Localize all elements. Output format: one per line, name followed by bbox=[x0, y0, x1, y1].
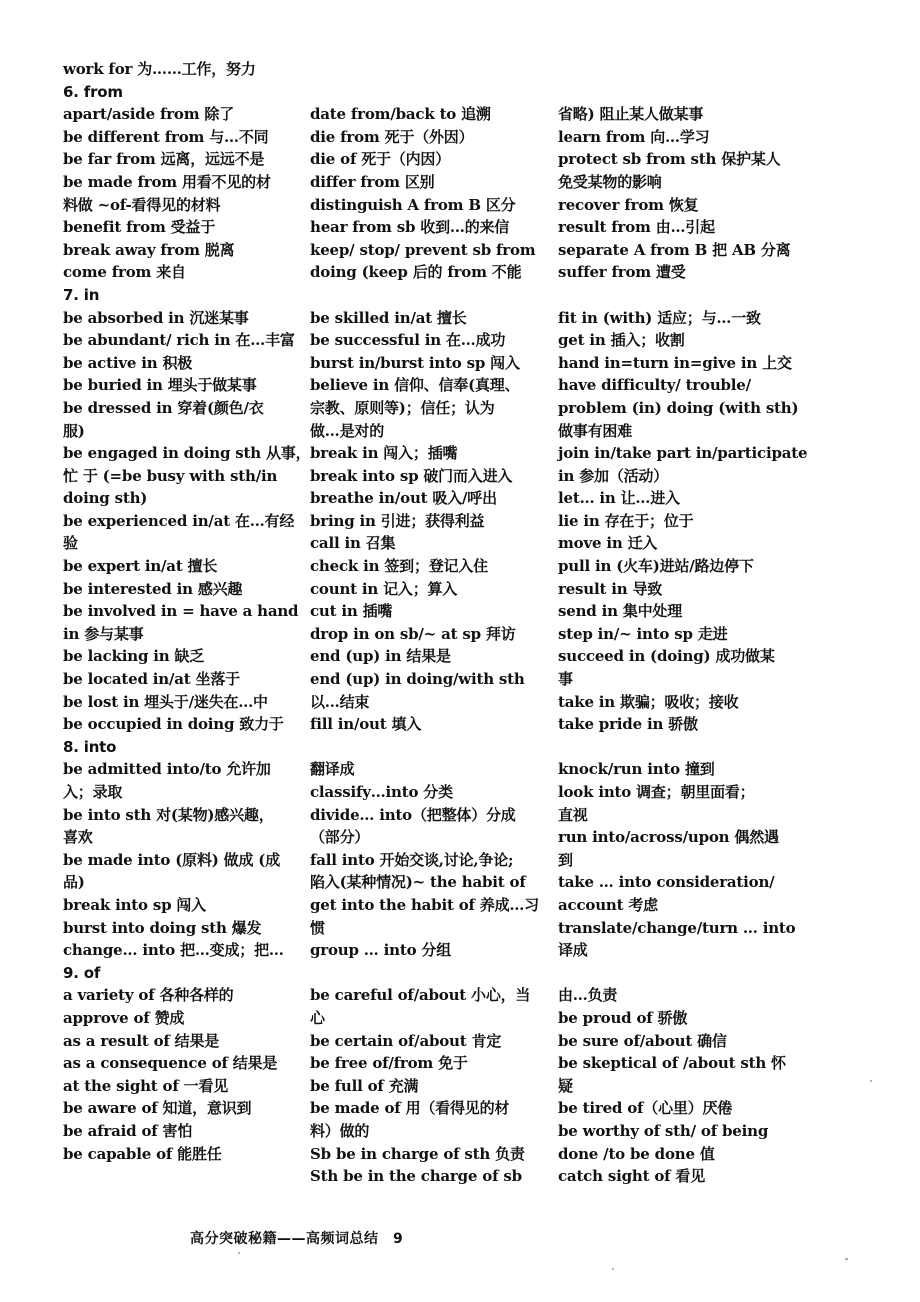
blank-line bbox=[310, 81, 535, 104]
vocab-line: 以…结束 bbox=[310, 692, 370, 711]
vocab-line: knock/run into 撞到 bbox=[558, 760, 715, 779]
vocab-line: be made into (原料) 做成 (成 bbox=[63, 850, 280, 869]
vocab-line: approve of 赞成 bbox=[63, 1008, 185, 1027]
vocab-line: join in/take part in/participate bbox=[558, 444, 808, 463]
vocab-line: believe in 信仰、信奉(真理、 bbox=[310, 376, 520, 395]
vocab-line: 验 bbox=[63, 534, 78, 553]
vocab-line: breathe in/out 吸入/呼出 bbox=[310, 489, 497, 508]
vocab-line: 宗教、原则等)；信任；认为 bbox=[310, 398, 495, 417]
vocab-line: be buried in 埋头于做某事 bbox=[63, 376, 257, 395]
column-middle bbox=[310, 58, 539, 1188]
vocab-line: be absorbed in 沉迷某事 bbox=[63, 308, 249, 327]
vocab-line: be experienced in/at 在…有经 bbox=[63, 511, 295, 530]
vocab-line: get into the habit of 养成…习 bbox=[310, 895, 539, 914]
vocab-line: break away from 脱离 bbox=[63, 240, 235, 259]
vocab-line: catch sight of 看见 bbox=[558, 1167, 706, 1186]
vocab-line: be skeptical of /about sth 怀 bbox=[558, 1054, 786, 1073]
vocab-line: be made of 用（看得见的材 bbox=[310, 1099, 510, 1118]
vocab-line: account 考虑 bbox=[558, 895, 658, 914]
vocab-line: have difficulty/ trouble/ bbox=[558, 376, 751, 395]
vocab-line: take … into consideration/ bbox=[558, 873, 775, 892]
vocab-line: as a result of 结果是 bbox=[63, 1031, 220, 1050]
vocab-line: 喜欢 bbox=[63, 828, 93, 847]
vocab-line: 由…负责 bbox=[558, 986, 618, 1005]
vocab-line: protect sb from sth 保护某人 bbox=[558, 150, 781, 169]
vocab-line: keep/ stop/ prevent sb from bbox=[310, 240, 536, 259]
vocab-line: burst in/burst into sp 闯入 bbox=[310, 353, 520, 372]
blank-line bbox=[558, 962, 783, 985]
vocab-line: be worthy of sth/ of being bbox=[558, 1121, 769, 1140]
vocab-line: 品) bbox=[63, 873, 85, 892]
vocab-line: be far from 远离，远远不是 bbox=[63, 150, 265, 169]
vocab-line: hand in=turn in=give in 上交 bbox=[558, 353, 792, 372]
vocab-line: drop in on sb/~ at sp 拜访 bbox=[310, 624, 516, 643]
vocab-line: 料做 ~of-看得见的材料 bbox=[63, 195, 221, 214]
vocab-line: be certain of/about 肯定 bbox=[310, 1031, 502, 1050]
blank-line bbox=[558, 58, 783, 81]
vocab-line: fit in (with) 适应；与…一致 bbox=[558, 308, 761, 327]
vocab-line: Sth be in the charge of sb bbox=[310, 1167, 522, 1186]
vocab-line: learn from 向…学习 bbox=[558, 127, 710, 146]
vocab-line: let… in 让…进入 bbox=[558, 489, 680, 508]
vocab-line: die from 死于（外因） bbox=[310, 127, 474, 146]
vocab-line: be aware of 知道，意识到 bbox=[63, 1099, 252, 1118]
vocab-line: 忙 于 (=be busy with sth/in bbox=[63, 466, 278, 485]
vocab-line: cut in 插嘴 bbox=[310, 602, 393, 621]
vocab-line: work for 为……工作，努力 bbox=[63, 60, 256, 78]
vocab-line: benefit from 受益于 bbox=[63, 218, 216, 237]
section-heading: 7. in bbox=[63, 285, 100, 304]
vocab-line: be engaged in doing sth 从事， bbox=[63, 444, 311, 463]
vocab-line: result in 导致 bbox=[558, 579, 663, 598]
blank-line bbox=[310, 284, 535, 307]
vocab-line: date from/back to 追溯 bbox=[310, 105, 491, 124]
vocab-line: be tired of（心里）厌倦 bbox=[558, 1099, 733, 1118]
vocab-line: be different from 与…不同 bbox=[63, 127, 269, 146]
vocab-line: distinguish A from B 区分 bbox=[310, 195, 516, 214]
vocab-line: doing (keep 后的 from 不能 bbox=[310, 263, 522, 282]
vocab-line: be free of/from 免于 bbox=[310, 1054, 468, 1073]
vocab-line: be active in 积极 bbox=[63, 353, 193, 372]
vocab-line: 省略) 阻止某人做某事 bbox=[558, 105, 704, 124]
vocab-line: be made from 用看不见的材 bbox=[63, 172, 271, 191]
vocab-line: done /to be done 值 bbox=[558, 1144, 715, 1163]
vocab-line: break into sp 闯入 bbox=[63, 895, 206, 914]
vocab-line: suffer from 遭受 bbox=[558, 263, 686, 282]
blank-line bbox=[310, 962, 535, 985]
vocab-line: be afraid of 害怕 bbox=[63, 1121, 193, 1140]
vocab-line: come from 来自 bbox=[63, 263, 186, 282]
vocab-line: be capable of 能胜任 bbox=[63, 1144, 222, 1163]
vocab-line: be into sth 对(某物)感兴趣， bbox=[63, 805, 274, 824]
vocab-line: be sure of/about 确信 bbox=[558, 1031, 727, 1050]
scan-speck bbox=[238, 1252, 240, 1254]
blank-line bbox=[310, 58, 535, 81]
vocab-line: a variety of 各种各样的 bbox=[63, 986, 234, 1005]
vocab-line: be lacking in 缺乏 bbox=[63, 647, 205, 666]
vocab-line: 免受某物的影响 bbox=[558, 172, 662, 191]
column-right bbox=[558, 58, 808, 1188]
vocab-line: recover from 恢复 bbox=[558, 195, 699, 214]
vocab-line: be interested in 感兴趣 bbox=[63, 579, 243, 598]
vocab-line: look into 调查；朝里面看； bbox=[558, 783, 755, 801]
vocab-line: apart/aside from 除了 bbox=[63, 105, 235, 124]
vocab-line: be expert in/at 擅长 bbox=[63, 557, 218, 576]
vocab-line: be proud of 骄傲 bbox=[558, 1008, 688, 1027]
vocab-line: separate A from B 把 AB 分离 bbox=[558, 240, 791, 259]
vocab-line: at the sight of 一看见 bbox=[63, 1076, 229, 1095]
vocab-line: fall into 开始交谈,讨论,争论; bbox=[310, 850, 514, 869]
vocab-line: translate/change/turn … into bbox=[558, 918, 796, 937]
scan-speck bbox=[845, 1258, 848, 1260]
vocab-line: 料）做的 bbox=[310, 1121, 370, 1140]
vocab-line: 疑 bbox=[558, 1076, 573, 1095]
vocab-line: hear from sb 收到…的来信 bbox=[310, 218, 510, 237]
vocab-line: be full of 充满 bbox=[310, 1076, 419, 1095]
vocab-line: be abundant/ rich in 在…丰富 bbox=[63, 331, 295, 350]
vocab-line: get in 插入；收割 bbox=[558, 331, 685, 350]
vocab-line: fill in/out 填入 bbox=[310, 715, 422, 734]
section-heading: 8. into bbox=[63, 737, 117, 756]
vocab-line: be skilled in/at 擅长 bbox=[310, 308, 467, 327]
vocab-line: 入；录取 bbox=[63, 783, 123, 801]
vocab-line: doing sth) bbox=[63, 489, 148, 508]
vocab-line: Sb be in charge of sth 负责 bbox=[310, 1144, 525, 1163]
vocab-line: 陷入(某种情况)~ the habit of bbox=[310, 873, 526, 892]
blank-line bbox=[558, 736, 783, 759]
section-heading: 6. from bbox=[63, 82, 123, 101]
vocab-line: be occupied in doing 致力于 bbox=[63, 715, 284, 734]
vocab-line: problem (in) doing (with sth) bbox=[558, 398, 799, 417]
vocab-line: be careful of/about 小心，当 bbox=[310, 986, 531, 1005]
vocab-line: succeed in (doing) 成功做某 bbox=[558, 647, 775, 666]
vocab-line: in 参加（活动） bbox=[558, 466, 669, 485]
vocab-line: 做事有困难 bbox=[558, 421, 633, 440]
vocab-line: divide… into（把整体）分成 bbox=[310, 805, 516, 824]
vocab-line: 做…是对的 bbox=[310, 421, 385, 440]
vocab-line: break into sp 破门而入进入 bbox=[310, 466, 513, 485]
vocab-line: 服) bbox=[63, 421, 85, 440]
vocab-line: bring in 引进；获得利益 bbox=[310, 511, 485, 530]
vocab-line: send in 集中处理 bbox=[558, 602, 683, 621]
blank-line bbox=[310, 736, 535, 759]
vocab-line: 翻译成 bbox=[310, 760, 355, 779]
vocab-line: be involved in = have a hand bbox=[63, 602, 299, 621]
vocab-line: be located in/at 坐落于 bbox=[63, 670, 240, 689]
page-footer: 高分突破秘籍——高频词总结 9 bbox=[190, 1231, 404, 1247]
vocab-line: in 参与某事 bbox=[63, 624, 144, 643]
blank-line bbox=[558, 284, 783, 307]
blank-line bbox=[558, 81, 783, 104]
vocab-line: step in/~ into sp 走进 bbox=[558, 624, 728, 643]
vocab-line: lie in 存在于；位于 bbox=[558, 511, 694, 530]
vocab-line: result from 由…引起 bbox=[558, 218, 715, 237]
vocab-line: 译成 bbox=[558, 941, 588, 960]
vocab-line: 惯 bbox=[310, 918, 325, 937]
scan-speck bbox=[870, 1080, 872, 1082]
vocab-line: classify…into 分类 bbox=[310, 783, 453, 801]
vocab-line: as a consequence of 结果是 bbox=[63, 1054, 278, 1073]
vocab-line: take pride in 骄傲 bbox=[558, 715, 698, 734]
vocab-line: pull in (火车)进站/路边停下 bbox=[558, 557, 754, 576]
vocab-line: be lost in 埋头于/迷失在…中 bbox=[63, 692, 268, 711]
vocab-line: end (up) in doing/with sth bbox=[310, 670, 525, 689]
vocab-line: run into/across/upon 偶然遇 bbox=[558, 828, 779, 847]
vocab-line: count in 记入；算入 bbox=[310, 579, 458, 598]
vocab-line: group … into 分组 bbox=[310, 941, 451, 960]
vocab-line: be admitted into/to 允许加 bbox=[63, 760, 271, 779]
vocab-line: check in 签到；登记入住 bbox=[310, 557, 488, 576]
vocab-line: die of 死于（内因） bbox=[310, 150, 451, 169]
vocab-line: call in 召集 bbox=[310, 534, 396, 553]
vocab-line: break in 闯入；插嘴 bbox=[310, 444, 458, 463]
scan-speck bbox=[612, 1268, 614, 1270]
vocab-line: be dressed in 穿着(颜色/衣 bbox=[63, 398, 264, 417]
vocab-line: take in 欺骗；吸收；接收 bbox=[558, 692, 739, 711]
vocab-line: 直视 bbox=[558, 805, 588, 824]
vocab-line: move in 迁入 bbox=[558, 534, 658, 553]
vocab-line: 心 bbox=[310, 1008, 325, 1027]
vocab-line: differ from 区别 bbox=[310, 172, 435, 191]
vocab-line: （部分） bbox=[310, 828, 370, 847]
vocab-line: 到 bbox=[558, 850, 573, 869]
vocab-line: be successful in 在…成功 bbox=[310, 331, 506, 350]
column-left bbox=[63, 58, 311, 1165]
vocab-line: burst into doing sth 爆发 bbox=[63, 918, 262, 937]
vocab-line: end (up) in 结果是 bbox=[310, 647, 451, 666]
section-heading: 9. of bbox=[63, 963, 101, 982]
vocab-line: 事 bbox=[558, 670, 573, 689]
vocab-line: change… into 把…变成；把… bbox=[63, 941, 284, 960]
